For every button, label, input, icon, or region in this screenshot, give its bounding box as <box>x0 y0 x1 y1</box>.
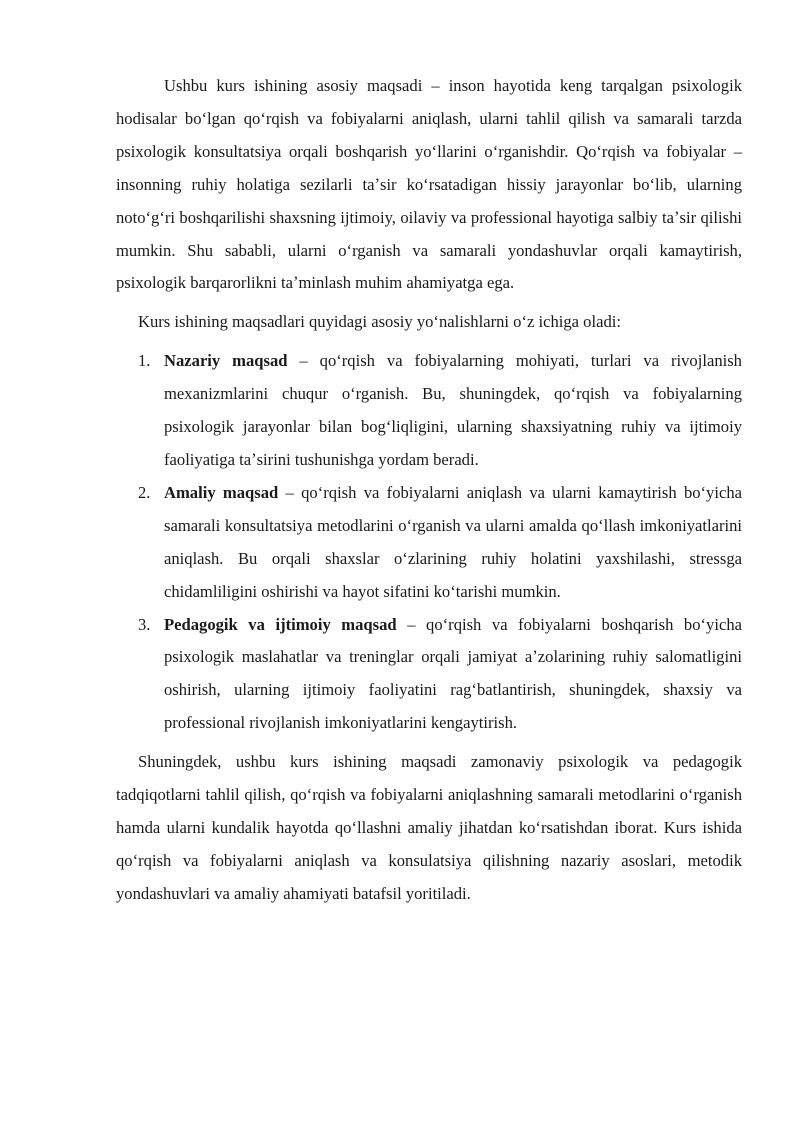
goals-list <box>116 345 742 740</box>
document-page <box>116 70 742 911</box>
goal-title: Amaliy maqsad <box>164 482 279 502</box>
intro-paragraph: Ushbu kurs ishining asosiy maqsadi – inson hayotida keng tarqalgan psixologik hodisalar boʻlgan qoʻrqish va fobiyalarni aniqlash, ularni tahlil qilish va samarali tarzda psixologik konsultatsiya orqali boshqarish yoʻllarini oʻrganishdir. Qoʻrqish va fobiyalar – insonning ruhiy holatiga sezilarli taʼsir koʻrsatadigan hissiy jarayonlar boʻlib, ularning notoʻgʻri boshqarilishi shaxsning ijtimoiy, oilaviy va professional hayotiga salbiy taʼsir qilishi mumkin. Shu sababli, ularni oʻrganish va samarali yondashuvlar orqali kamaytirish, psixologik barqarorlikni taʼminlash muhim ahamiyatga ega. <box>116 76 742 293</box>
goal-item-2 <box>116 477 742 609</box>
goal-number: 2. <box>138 482 151 502</box>
goal-text: – qoʻrqish va fobiyalarning mohiyati, turlari va rivojlanish mexanizmlarini chuqur oʻrganish. Bu, shuningdek, qoʻrqish va fobiyalarning psixologik jarayonlar bilan bogʻliqligini, ularning shaxsiyatning ruhiy va ijtimoiy faoliyatiga taʼsirini tushunishga yordam beradi. <box>164 351 742 469</box>
goal-number: 1. <box>138 351 151 371</box>
goal-item-3 <box>116 609 742 741</box>
goal-text: – qoʻrqish va fobiyalarni aniqlash va ularni kamaytirish boʻyicha samarali konsultatsiya metodlarini oʻrganish va ularni amalda qoʻllash imkoniyatlarini aniqlash. Bu orqali shaxslar oʻzlarining ruhiy holatini yaxshilashi, stressga chidamliligini oshirishi va hayot sifatini koʻtarishi mumkin. <box>164 482 742 601</box>
goal-title: Pedagogik va ijtimoiy maqsad <box>164 614 397 634</box>
goal-text: – qoʻrqish va fobiyalarni boshqarish boʻyicha psixologik maslahatlar va treninglar orqali jamiyat aʼzolarining ruhiy salomatligini oshirish, ularning ijtimoiy faoliyatini ragʻbatlantirish, shuningdek, shaxsiy va professional rivojlanish imkoniyatlarini kengaytirish. <box>164 614 742 733</box>
goal-item-1 <box>116 345 742 477</box>
goal-title: Nazariy maqsad <box>164 351 288 371</box>
goal-number: 3. <box>138 614 151 634</box>
conclusion-paragraph: Shuningdek, ushbu kurs ishining maqsadi zamonaviy psixologik va pedagogik tadqiqotlarni tahlil qilish, qoʻrqish va fobiyalarni aniqlashning samarali metodlarini oʻrganish hamda ularni kundalik hayotda qoʻllashni amaliy jihatdan koʻrsatishdan iborat. Kurs ishida qoʻrqish va fobiyalarni aniqlash va konsulatsiya qilishning nazariy asoslari, metodik yondashuvlari va amaliy ahamiyati batafsil yoritiladi. <box>116 752 742 903</box>
goals-lead-paragraph: Kurs ishining maqsadlari quyidagi asosiy yoʻnalishlarni oʻz ichiga oladi: <box>138 312 621 332</box>
